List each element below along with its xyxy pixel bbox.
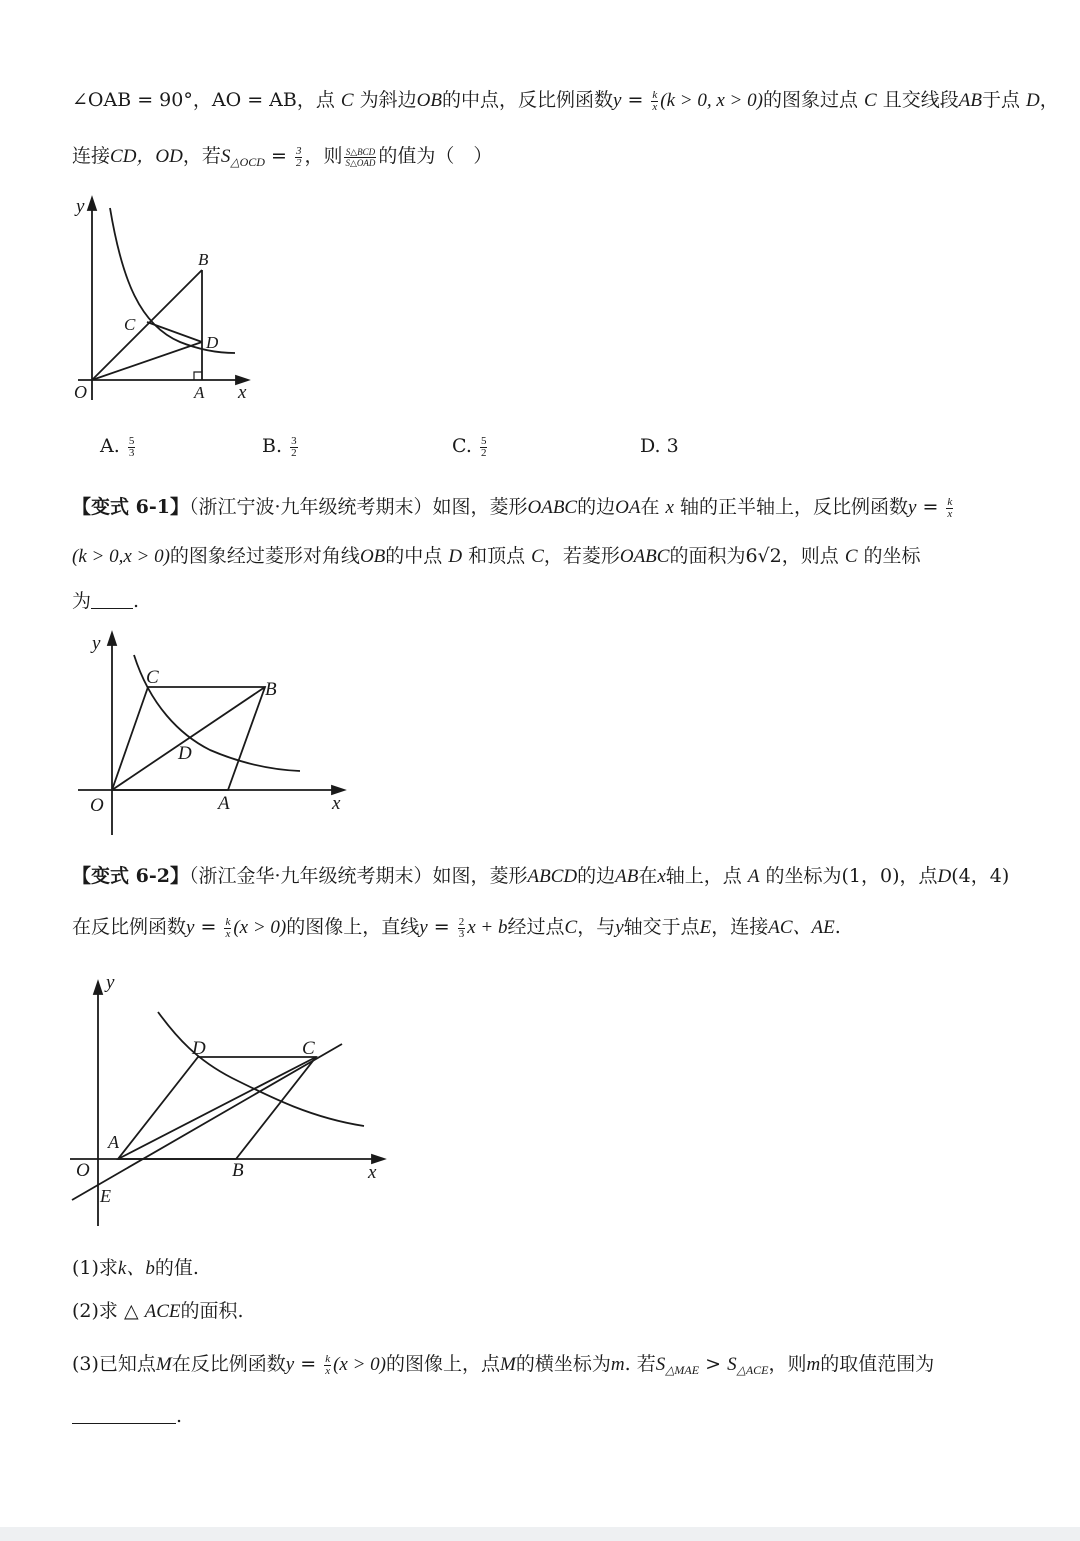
label-b: B <box>265 679 277 700</box>
num: 5 <box>480 434 487 447</box>
label-d: D <box>192 1038 206 1059</box>
text: 轴交于点 <box>623 916 700 938</box>
label-b: B <box>198 250 209 269</box>
text: 的取值范围为 <box>820 1353 935 1375</box>
text: . <box>176 1405 183 1427</box>
area-value: 6√2 <box>745 545 782 567</box>
label-c: C <box>146 667 159 688</box>
condition: (x > 0) <box>333 1354 387 1375</box>
den: 2 <box>295 156 302 169</box>
var: m <box>610 1354 625 1375</box>
text: 的面积. <box>180 1300 244 1322</box>
num: 5 <box>128 434 135 447</box>
option-letter: C. <box>452 435 472 457</box>
expression: x + b <box>467 917 508 938</box>
subscript: △OCD <box>230 155 265 169</box>
var: y <box>907 497 917 518</box>
text: (1)求 <box>72 1257 118 1279</box>
text: 在 <box>640 496 666 518</box>
text: = <box>916 496 945 518</box>
text: ∠OAB = 90°，AO = AB，点 <box>72 89 341 111</box>
text: 轴的正半轴上，反比例函数 <box>673 496 908 518</box>
label-c: C <box>124 315 136 334</box>
text: ，则 <box>768 1353 807 1375</box>
line-EC <box>72 1044 342 1200</box>
answer-blank[interactable] <box>72 1403 176 1424</box>
text: 轴上，点 <box>665 865 748 887</box>
den: x <box>225 927 231 940</box>
var: OB <box>359 546 386 567</box>
var: A <box>747 866 760 887</box>
var: y <box>612 90 622 111</box>
text: = <box>621 89 650 111</box>
label-c: C <box>302 1038 315 1059</box>
fraction <box>128 436 136 459</box>
text: = <box>427 916 456 938</box>
var: x <box>657 866 666 887</box>
label-a: A <box>194 383 205 402</box>
var: AB <box>615 866 639 887</box>
var: C <box>340 90 354 111</box>
y-arrow <box>88 198 96 210</box>
text: 和顶点 <box>462 545 532 567</box>
num: k <box>325 1352 331 1365</box>
text: ，则 <box>304 145 343 167</box>
text: (3)已知点 <box>72 1353 156 1375</box>
den: x <box>325 1364 331 1377</box>
text: = <box>264 145 293 167</box>
var: ABCD <box>527 866 578 887</box>
var: y <box>615 917 624 938</box>
condition: (k > 0,x > 0) <box>72 546 170 567</box>
var: D <box>1026 90 1040 111</box>
text: = <box>194 916 223 938</box>
num: 3 <box>295 144 302 157</box>
v61-line-1 <box>72 493 955 522</box>
part-2 <box>72 1297 244 1326</box>
label-a: A <box>218 793 230 814</box>
label-d: D <box>206 333 219 352</box>
label-y: y <box>92 633 101 654</box>
var: x <box>665 497 674 518</box>
option-value: 3 <box>666 435 679 457</box>
label-b: B <box>232 1160 244 1181</box>
v62-line-2 <box>72 913 841 942</box>
text: （浙江宁波·九年级统考期末）如图，菱形 <box>188 496 528 518</box>
text: 且交线段 <box>876 89 959 111</box>
variant-tag: 【变式 6-1】 <box>72 496 189 518</box>
text: 的图象经过菱形对角线 <box>169 545 360 567</box>
y-arrow <box>94 982 102 994</box>
var: m <box>806 1354 821 1375</box>
label-y: y <box>106 972 115 993</box>
text: 的坐标 <box>857 545 921 567</box>
text: = <box>294 1353 323 1375</box>
var: C <box>844 546 858 567</box>
text: 在反比例函数 <box>171 1353 286 1375</box>
fraction <box>324 1354 331 1377</box>
label-o: O <box>76 1160 90 1181</box>
fraction <box>651 90 658 113</box>
var: M <box>155 1354 172 1375</box>
diagonal-OB <box>112 687 265 790</box>
var: OABC <box>527 497 578 518</box>
den: 3 <box>458 927 465 940</box>
var: C <box>531 546 544 567</box>
var: y <box>285 1354 295 1375</box>
hyperbola <box>134 655 300 771</box>
num: 2 <box>458 915 465 928</box>
var: AB <box>958 90 982 111</box>
v61-line-3 <box>72 587 139 615</box>
text: 的边 <box>577 496 616 518</box>
text: (2)求 △ <box>72 1300 145 1322</box>
text: ，连接 <box>711 916 769 938</box>
y-arrow <box>108 633 116 645</box>
fraction <box>480 436 488 459</box>
text: . <box>133 590 140 612</box>
text: ， <box>1039 89 1059 111</box>
text: 的图像上，直线 <box>286 916 420 938</box>
text: . <box>834 916 841 938</box>
option-letter: A. <box>100 435 120 457</box>
var: OA <box>615 497 641 518</box>
condition: (x > 0) <box>233 917 287 938</box>
text: 于点 <box>981 89 1027 111</box>
var: D <box>937 866 952 887</box>
subscript: △ACE <box>736 1363 769 1377</box>
var: OABC <box>619 546 670 567</box>
text: 的边 <box>577 865 616 887</box>
option-letter: B. <box>262 435 283 457</box>
var: S <box>727 1354 737 1375</box>
fraction <box>458 917 466 940</box>
text: 的中点 <box>385 545 449 567</box>
label-e: E <box>100 1186 111 1206</box>
text: > <box>699 1353 728 1375</box>
subscript: △MAE <box>665 1363 700 1377</box>
text: (4，4) <box>951 865 1010 887</box>
var: y <box>419 917 428 938</box>
label-a: A <box>108 1132 119 1152</box>
num: k <box>947 495 953 508</box>
text: . 若 <box>624 1353 656 1375</box>
text: 的横坐标为 <box>515 1353 611 1375</box>
q6-line-1 <box>72 86 1059 115</box>
var: ACE <box>144 1301 181 1322</box>
option-c[interactable] <box>452 432 489 460</box>
fraction <box>224 917 231 940</box>
var: k、b <box>117 1258 155 1279</box>
var: S <box>655 1354 666 1375</box>
segment-AC <box>118 1057 316 1159</box>
label-o: O <box>90 795 104 816</box>
var: AC、AE <box>768 917 835 938</box>
var: D <box>448 546 463 567</box>
var: y <box>186 917 195 938</box>
text: 为 <box>72 590 92 612</box>
den: x <box>652 100 658 113</box>
option-b[interactable] <box>262 432 300 460</box>
part-3 <box>72 1350 934 1384</box>
text: 的图像上，点 <box>386 1353 501 1375</box>
text: ，若 <box>182 145 221 167</box>
label-x: x <box>368 1162 377 1183</box>
text: ，与 <box>577 916 616 938</box>
text: 在 <box>638 865 658 887</box>
var: OB <box>416 90 442 111</box>
den: 2 <box>291 446 297 459</box>
text: 的面积为 <box>669 545 746 567</box>
num: S△BCD <box>345 146 376 157</box>
fraction <box>290 436 298 459</box>
ratio-fraction <box>344 147 376 168</box>
num: k <box>225 915 231 928</box>
option-letter: D. <box>640 435 661 457</box>
segment-OD <box>92 342 202 380</box>
label-x: x <box>332 793 341 814</box>
text: 的坐标为(1，0)，点 <box>759 865 938 887</box>
text: ，则点 <box>781 545 845 567</box>
part-3-answer <box>72 1402 182 1430</box>
label-x: x <box>238 382 247 403</box>
figure-2 <box>70 625 360 840</box>
figure-3 <box>62 968 392 1233</box>
var: C <box>864 90 877 111</box>
text: 的值. <box>154 1257 199 1279</box>
fraction <box>946 497 953 520</box>
figure-1 <box>60 190 270 410</box>
variant-tag: 【变式 6-2】 <box>72 865 189 887</box>
page-bottom-bar <box>0 1527 1080 1541</box>
text: 为斜边 <box>353 89 417 111</box>
v61-line-2 <box>72 542 921 571</box>
fraction <box>295 146 303 169</box>
var: S <box>220 146 231 167</box>
answer-blank[interactable] <box>91 588 133 609</box>
den: 3 <box>128 446 135 459</box>
text: 连接 <box>72 145 111 167</box>
v62-line-1 <box>72 862 1009 891</box>
q6-line-2 <box>72 142 492 176</box>
text: 的中点，反比例函数 <box>441 89 613 111</box>
part-1 <box>72 1254 199 1283</box>
segment-OB <box>92 270 202 380</box>
var: C <box>564 917 578 938</box>
label-d: D <box>178 743 192 764</box>
text: 的值为（ ） <box>378 145 493 167</box>
label-y: y <box>76 196 85 217</box>
var: E <box>699 917 712 938</box>
right-angle-mark <box>194 372 202 380</box>
option-d[interactable] <box>640 432 679 460</box>
text: ，若菱形 <box>543 545 620 567</box>
num: 3 <box>291 434 297 447</box>
var: CD，OD <box>110 146 183 167</box>
num: k <box>652 88 658 101</box>
den: S△OAD <box>345 157 376 168</box>
label-o: O <box>74 382 87 402</box>
var: M <box>500 1354 516 1375</box>
text: 在反比例函数 <box>72 916 187 938</box>
condition: (k > 0, x > 0) <box>660 90 763 111</box>
text: （浙江金华·九年级统考期末）如图，菱形 <box>188 865 528 887</box>
text: 的图象过点 <box>762 89 865 111</box>
option-a[interactable] <box>100 432 137 460</box>
den: 2 <box>480 446 487 459</box>
den: x <box>947 507 953 520</box>
text: 经过点 <box>507 916 565 938</box>
